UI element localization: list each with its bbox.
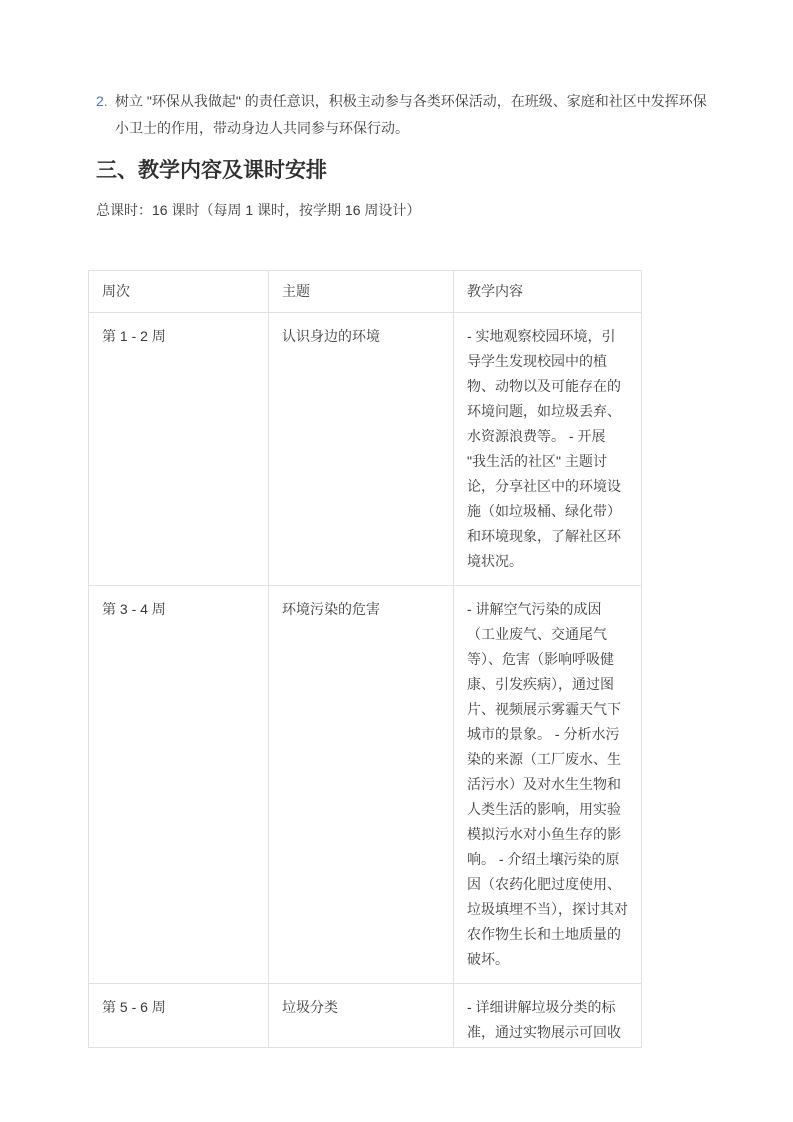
list-number: 2.	[96, 93, 108, 109]
cell-week: 第 1 - 2 周	[89, 313, 269, 586]
cell-content: - 讲解空气污染的成因（工业废气、交通尾气等）、危害（影响呼吸健康、引发疾病），通过图片、视频展示雾霾天气下城市的景象。 - 分析水污染的来源（工厂废水、生活污水）及对水生生物和人类生活的影响，用实验模拟污水对小鱼生存的影响。 - 介绍土壤污染的原因（农药化肥过度使用、垃圾填埋不当），探讨其对农作物生长和土地质量的破坏。	[454, 586, 642, 984]
section-heading: 三、教学内容及课时安排	[96, 159, 327, 182]
cell-topic: 认识身边的环境	[269, 313, 454, 586]
cell-content: - 详细讲解垃圾分类的标准，通过实物展示可回收	[454, 984, 642, 1048]
numbered-list-item	[96, 88, 708, 142]
table-row	[89, 984, 642, 1048]
cell-week: 第 5 - 6 周	[89, 984, 269, 1048]
cell-content: - 实地观察校园环境，引导学生发现校园中的植物、动物以及可能存在的环境问题，如垃圾丢弃、水资源浪费等。 - 开展 "我生活的社区" 主题讨论，分享社区中的环境设施（如垃圾桶、绿化带）和环境现象，了解社区环境状况。	[454, 313, 642, 586]
total-hours-line: 总课时：16 课时（每周 1 课时，按学期 16 周设计）	[96, 202, 421, 218]
schedule-table	[88, 270, 642, 1048]
cell-week: 第 3 - 4 周	[89, 586, 269, 984]
cell-topic: 垃圾分类	[269, 984, 454, 1048]
table-row	[89, 586, 642, 984]
cell-topic: 环境污染的危害	[269, 586, 454, 984]
column-header-content: 教学内容	[454, 271, 642, 313]
table-header-row	[89, 271, 642, 313]
list-item-text: 树立 "环保从我做起" 的责任意识，积极主动参与各类环保活动，在班级、家庭和社区中发挥环保小卫士的作用，带动身边人共同参与环保行动。	[115, 93, 707, 136]
column-header-topic: 主题	[269, 271, 454, 313]
column-header-week: 周次	[89, 271, 269, 313]
table-row	[89, 313, 642, 586]
